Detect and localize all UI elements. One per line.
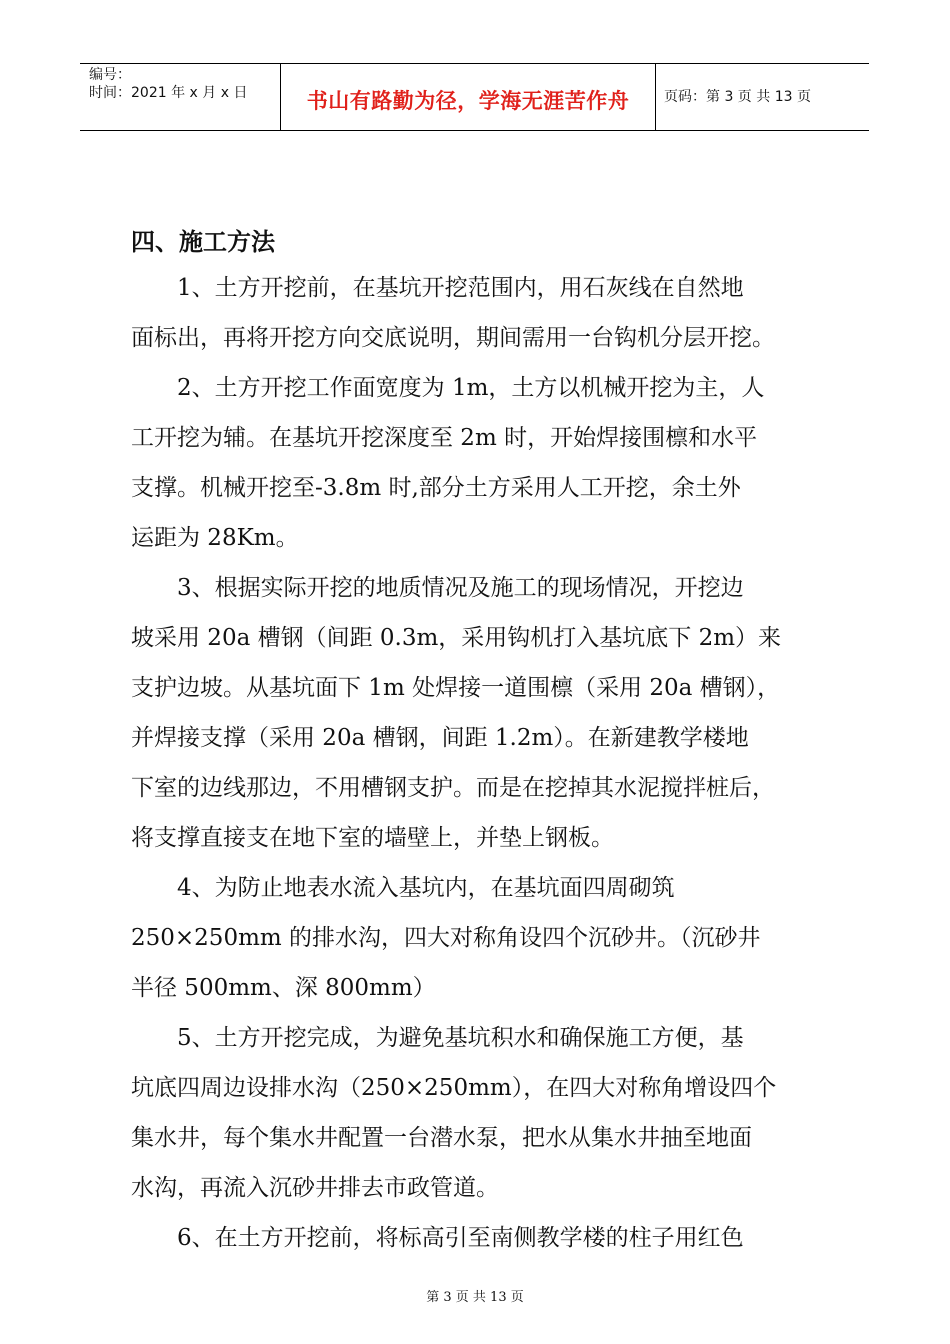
text-line: 将支撑直接支在地下室的墙壁上，并垫上钢板。	[131, 825, 614, 851]
text-line: 3、根据实际开挖的地质情况及施工的现场情况，开挖边	[177, 575, 744, 601]
text-line: 下室的边线那边，不用槽钢支护。而是在挖掉其水泥搅拌桩后，	[131, 775, 775, 801]
header-page-info: 页码：第 3 页 共 13 页	[664, 89, 811, 105]
text-line: 坑底四周边设排水沟（250×250mm），在四大对称角增设四个	[131, 1075, 777, 1101]
text-line: 面标出，再将开挖方向交底说明，期间需用一台钩机分层开挖。	[131, 325, 775, 351]
text-line: 集水井，每个集水井配置一台潜水泵，把水从集水井抽至地面	[131, 1125, 752, 1151]
text-line: 半径 500mm、深 800mm）	[131, 975, 436, 1001]
text-line: 工开挖为辅。在基坑开挖深度至 2m 时，开始焊接围檩和水平	[131, 425, 758, 451]
document-number-label: 编号：	[89, 67, 131, 83]
text-line: 4、为防止地表水流入基坑内，在基坑面四周砌筑	[177, 875, 675, 901]
header-meta-cell	[80, 64, 280, 130]
text-line: 250×250mm 的排水沟，四大对称角设四个沉砂井。（沉砂井	[131, 925, 761, 951]
text-line: 水沟，再流入沉砂井排去市政管道。	[131, 1175, 499, 1201]
text-line: 2、土方开挖工作面宽度为 1m，土方以机械开挖为主，人	[177, 375, 765, 401]
header-motto-cell	[280, 64, 656, 130]
document-time-label: 时间：2021 年 x 月 x 日	[89, 85, 248, 101]
page-header	[80, 63, 869, 131]
text-line: 6、在土方开挖前，将标高引至南侧教学楼的柱子用红色	[177, 1225, 744, 1251]
text-line: 1、土方开挖前，在基坑开挖范围内，用石灰线在自然地	[177, 275, 744, 301]
page-footer: 第 3 页 共 13 页	[426, 1290, 524, 1305]
text-line: 支护边坡。从基坑面下 1m 处焊接一道围檩（采用 20a 槽钢），	[131, 675, 781, 701]
text-line: 并焊接支撑（采用 20a 槽钢，间距 1.2m）。在新建教学楼地	[131, 725, 749, 751]
text-line: 运距为 28Km。	[131, 525, 299, 551]
text-line: 5、土方开挖完成，为避免基坑积水和确保施工方便，基	[177, 1025, 744, 1051]
text-line: 支撑。机械开挖至-3.8m 时,部分土方采用人工开挖，余土外	[131, 475, 741, 501]
text-line: 坡采用 20a 槽钢（间距 0.3m，采用钩机打入基坑底下 2m）来	[131, 625, 782, 651]
section-title: 四、施工方法	[131, 228, 275, 256]
header-page-cell	[655, 64, 869, 130]
header-motto: 书山有路勤为径，学海无涯苦作舟	[306, 89, 630, 113]
